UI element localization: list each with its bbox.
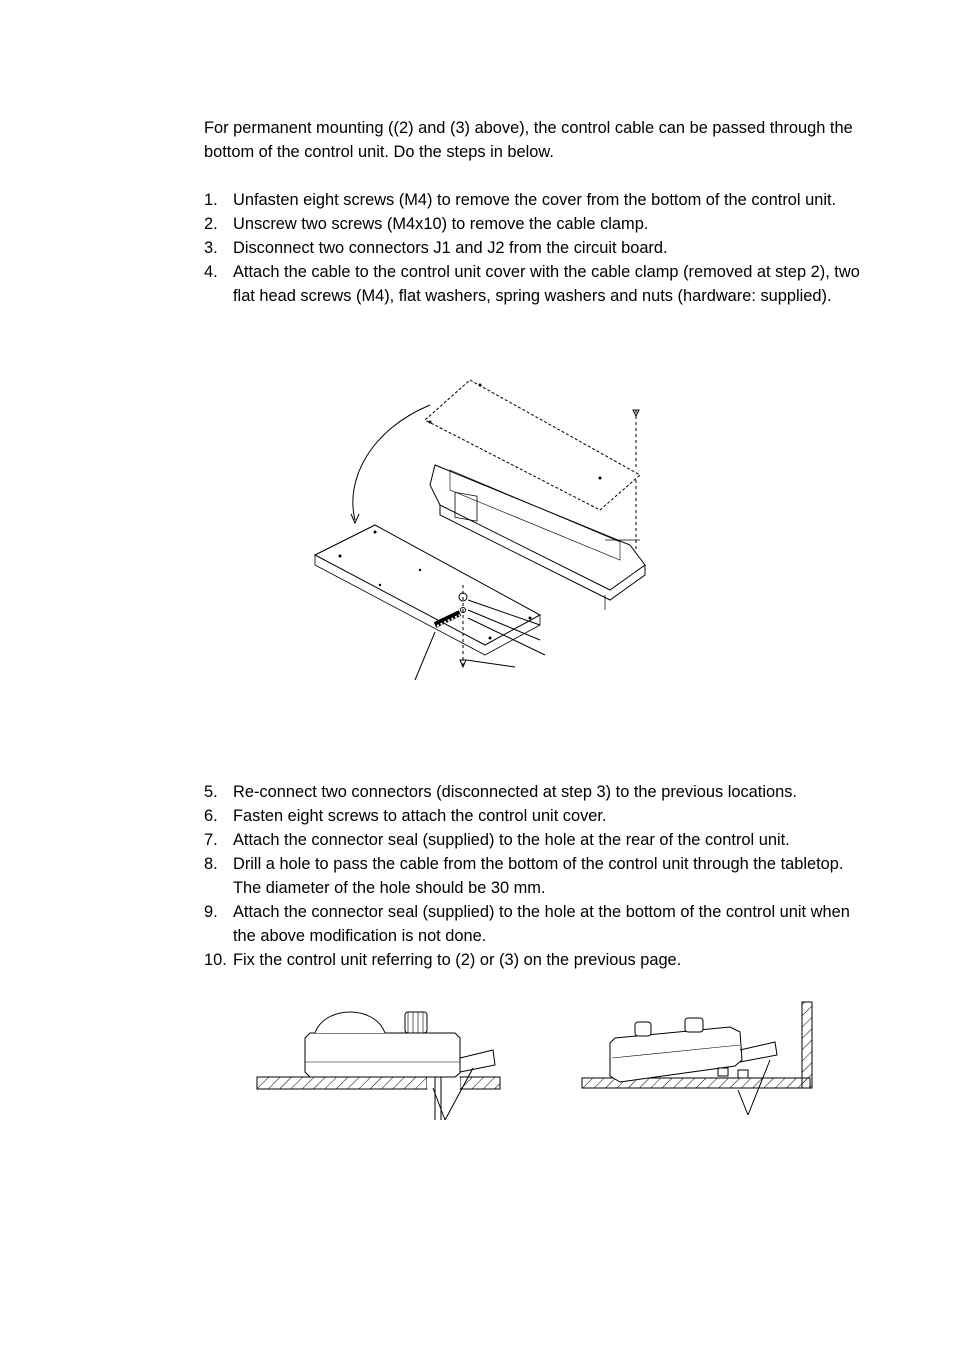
list-item [204,236,864,260]
step-number: 5. [204,783,218,801]
step-text: Drill a hole to pass the cable from the bottom of the control unit through the tabletop. The diameter of the hole should be 30 mm. [233,855,844,897]
step-text: Attach the cable to the control unit cover with the cable clamp (removed at step 2), two flat head screws (M4), flat washers, spring washers and nuts (hardware: supplied). [233,263,860,305]
step-text: Attach the connector seal (supplied) to the hole at the rear of the control unit. [233,831,790,849]
list-item [204,948,864,972]
steps-list-part1 [204,188,864,308]
step-number: 3. [204,239,218,257]
intro-paragraph: For permanent mounting ((2) and (3) above), the control cable can be passed through the bottom of the control unit. Do the steps in below. [204,119,853,161]
tabletop-mount-illustration [255,1000,505,1140]
step-number: 4. [204,263,218,281]
list-item [204,212,864,236]
list-item [204,260,864,308]
step-number: 2. [204,215,218,233]
step-text: Attach the connector seal (supplied) to the hole at the bottom of the control unit when the above modification is not done. [233,903,850,945]
step-text: Unscrew two screws (M4x10) to remove the cable clamp. [233,215,649,233]
step-number: 9. [204,903,218,921]
step-number: 7. [204,831,218,849]
list-item [204,852,864,900]
list-item [204,828,864,852]
list-item [204,188,864,212]
step-text: Fasten eight screws to attach the control unit cover. [233,807,607,825]
step-text: Re-connect two connectors (disconnected at step 3) to the previous locations. [233,783,797,801]
step-number: 1. [204,191,218,209]
step-number: 10. [204,951,227,969]
list-item [204,780,864,804]
bulkhead-mount-illustration [580,1000,820,1125]
step-number: 8. [204,855,218,873]
exploded-view-illustration [300,370,660,690]
step-text: Unfasten eight screws (M4) to remove the cover from the bottom of the control unit. [233,191,837,209]
step-number: 6. [204,807,218,825]
steps-list-part2 [204,780,864,972]
step-text: Fix the control unit referring to (2) or (3) on the previous page. [233,951,682,969]
step-text: Disconnect two connectors J1 and J2 from the circuit board. [233,239,668,257]
list-item [204,900,864,948]
list-item [204,804,864,828]
